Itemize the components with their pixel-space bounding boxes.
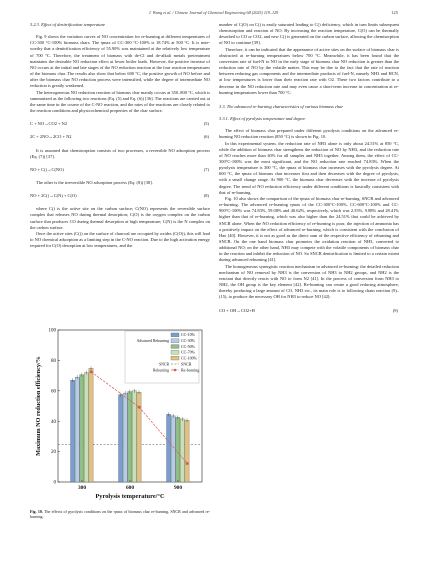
equation-9 <box>219 308 399 314</box>
y-tick-label: 100 <box>48 328 56 334</box>
equation-number: (7) <box>203 166 209 172</box>
caption-label: Fig. 10. <box>30 509 43 514</box>
y-tick-label: 80 <box>51 359 56 364</box>
legend-group-label: Advanced Reburning <box>136 339 169 343</box>
legend-swatch <box>171 333 179 337</box>
chart-bar <box>84 373 88 482</box>
x-tick-label: 600 <box>125 485 135 491</box>
equation-expression: NO + C()→C(NO) <box>30 166 64 172</box>
subsection-heading: 3.3.1. Effect of pyrolysis temperature and degree <box>219 116 306 122</box>
equation-number: (8) <box>203 193 209 199</box>
paragraph: The heterogeneous NO reduction reaction of biomass char mainly occurs at 350–800 °C, which is summarized as the following two reactions (Eq. (5) and Eq. (6)) [36]. The reactions are carried out at the same time in the course of the C-NO reaction, and the rates of the reactions are closely related to the reaction conditions and physicochemical properties of the char surface. <box>30 89 210 114</box>
chart-bar <box>171 416 175 482</box>
legend-swatch <box>171 345 179 349</box>
y-tick-label: 20 <box>51 450 56 456</box>
equation-number: (6) <box>203 134 209 140</box>
chart-bar <box>119 395 123 482</box>
legend-label: CC-30% <box>181 338 195 343</box>
left-column <box>30 22 210 249</box>
equation-expression: NO + 2C()→C(N) + C(O) <box>30 193 77 199</box>
paragraph: where C() is the active site on the carbon surface; C(NO) represents the reversible surface complex that releases NO during thermal desorption; C(O) is the oxygen complex on the carbon surface that produces CO during thermal desorption at high temperature; C(N) is the N complex on the carbon surface. <box>30 206 210 230</box>
legend-swatch <box>171 356 179 360</box>
legend-swatch <box>171 350 179 354</box>
paragraph: The effect of biomass char prepared under different pyrolysis conditions on the advanced re-burning NO reduction reaction (850 °C) is shown in Fig. 10. <box>219 128 399 140</box>
legend-label: CC-70% <box>181 349 195 355</box>
right-column <box>219 22 399 321</box>
legend-group-label: SNCR <box>159 362 169 367</box>
equation-expression: 2C + 2NO→2CO + N2 <box>30 134 72 140</box>
legend-group-label: Reburning <box>152 368 169 373</box>
chart-bar <box>123 393 127 482</box>
legend-swatch <box>171 339 179 343</box>
equation-expression: C + NO→CO2 + N2 <box>30 121 68 127</box>
chart-bar <box>185 420 189 482</box>
reburning-point <box>90 370 93 373</box>
legend-label: CC-50% <box>181 343 195 349</box>
equation-8 <box>30 193 210 199</box>
chart-bar <box>132 391 136 482</box>
chart-bar <box>128 392 132 482</box>
chart-bar <box>75 377 79 482</box>
chart-bar <box>176 417 180 482</box>
equation-6 <box>30 134 210 140</box>
equation-7 <box>30 167 210 173</box>
chart-bar <box>180 419 184 482</box>
chart-bar <box>71 380 75 482</box>
paragraph: Fig. 9 shows the variation curves of NO concentration for re-burning at different temperatures of CC-300 °C-100% biomass chars. The ηmax of CC-300 °C-100% is 18.74% at 500 °C. It is note-worthy that a denitrification efficiency of 55.90% was maintained at the relatively low temperature of 700 °C. Therefore, the treatment of biomass with de-Cl and de-alkali metals pretreatment maintains the desirable NO reduction effect at lower boiler loads. However, the positive increase of NO occurs at the initial and late stages of the NO reduction reaction at the four reaction temperatures of the biomass char. The results also show that below 600 °C, the positive growth of NO before and after the biomass char NO reduction process were intensified, while the degree of intermediate NO reduction is greatly weakened. <box>30 34 210 89</box>
reburning-point <box>186 462 189 465</box>
figure-caption <box>30 509 210 520</box>
figure-10 <box>30 322 210 507</box>
paragraph: The homogeneous synergistic reaction mechanism in advanced re-burning: the detailed reduction mechanism of NO removal by NH3 is the conversion of NH3 to NH2 groups, and NH2 is the reactant that directly reacts with NO to form N2 [41]. In the process of conversion from NH3 to NH2, the OH group is the key element [42]. Re-burning can create a good reducing atmosphere, thereby producing a large amount of CO, NH3 etc., its main role is to following chain reaction (9)–(15), to produce the necessary OH for NH3 to reduce NO [42]: <box>219 263 399 300</box>
chart-bar <box>80 375 84 482</box>
equation-expression: CO + OH→CO2+H <box>219 307 255 313</box>
paragraph: The other is the irreversible NO adsorption process (Eq. (8)) [38]. <box>36 179 153 185</box>
section-heading: 3.3. The advanced re-burning characteristics of various biomass char <box>219 103 344 109</box>
section-heading: 3.2.3. Effect of denitrification temperature <box>30 22 106 27</box>
chart-bar <box>167 414 171 482</box>
legend-label: Re-burning <box>181 367 200 373</box>
reburning-point <box>138 406 141 409</box>
y-tick-label: 0 <box>53 480 56 486</box>
legend-label: CC-100% <box>181 355 197 361</box>
paragraph: Fig. 10 also shows the comparison of the ηmax of biomass char re-burning, SNCR and advanced re-burning. The advanced re-burning ηmax of the CC-300°C-100%, CC-600°C-100% and CC-900°C-100% was 74.83%, 59.08% and 40.62%, respectively, which was 2.35%, 9.88% and 28.41% higher than that of re-burning, which was also higher than the 24.51% that could be achieved by SNCR alone. When the NO reduction efficiency of re-burning is poor, the injection of ammonia has a positively impact on the effect of advanced re-burning, which is consistent with the conclusion of Hao [40]. However, it is not as good as the direct sum of the respective efficiency of reburning and SNCR. On the one hand biomass char promotes the oxidation reaction of NH3, converted to additional NO; on the other hand, NH3 may compete with the volatile components of biomass char in the reaction and inhibit the reduction of NO. So SNCR denitrification is limited to a certain extent during advanced reburning [41]. <box>219 195 399 263</box>
running-head: J. Wang et al. / Chinese Journal of Chemical Engineering 68 (2025) 119–129 <box>148 10 279 15</box>
equation-number: (5) <box>203 121 209 127</box>
y-tick-label: 40 <box>51 419 56 425</box>
y-axis-label: Maximum NO reduction efficiency/% <box>35 356 42 456</box>
y-tick-label: 60 <box>51 389 56 395</box>
x-axis-label: Pyrolysis temperature/°C <box>95 493 165 500</box>
chart-bar <box>89 368 93 482</box>
x-tick-label: 300 <box>77 485 87 491</box>
x-tick-label: 900 <box>173 485 183 491</box>
legend-label: CC-10% <box>181 332 195 338</box>
paragraph: number of C(O) on C() is easily saturated leading to C() deficiency, which in turn limits subsequent chemisorption and reaction of NO. By increasing the reaction temperature, C(O) can be thermally desorbed to CO or CO2, and new C() is generated on the carbon surface, allowing the chemisorption of NO to continue [39]. <box>219 22 399 46</box>
equation-number: (9) <box>392 307 398 313</box>
bar-chart <box>30 322 210 507</box>
page-number: 125 <box>391 10 398 15</box>
paragraph: It is assumed that chemisorption consists of two processes, a reversible NO adsorption process (Eq. (7)) [37]. <box>30 147 210 159</box>
caption-text: The effects of pyrolysis conditions on the ηmax of biomass char re-burning, SNCR and advanced re-burning. <box>30 509 210 520</box>
legend-swatch <box>174 369 177 372</box>
paragraph: Therefore, it can be indicated that the appearance of active sites on the surface of biomass char is obstructed at re-burning temperatures below 700 °C. Meanwhile, it has been found that the conversion rate of fuel-N to NO in the early stage of biomass char NO reduction is greater than the reduction rate of NO by the volatile matter. This may be due to the fact that the rate of reaction between reducing gas components and the intermediate products of fuel-N, namely NH3 and HCN, at low temperatures is lower than their reaction rate with O2. These two factors contribute to a decrease in the NO reduction rate and may even cause a short-term increase in concentration at re-burning temperatures lower than 700 °C. <box>219 46 399 95</box>
legend-label: SNCR <box>181 361 192 367</box>
paragraph: Once the active sites (C()) on the surface of charcoal are occupied by oxides (C(O)), this will lead to NO chemical adsorption as a limiting step in the C-NO reaction. Due to the high activation energy required for C(O) desorption at low temperatures, and the <box>30 230 210 249</box>
equation-5 <box>30 121 210 127</box>
paragraph: In this experimental system, the reduction rate of NH3 alone is only about 24.51% at 850 °C, while the addition of biomass char strengthens the reduction of NO by NH3, and the reduction rate of NO reaches more than 40% for all samples and NH3 together. Among them, the effect of CC-300°C-100% was the most significant, and the NO reduction rate reached 74.83%. When the pyrolysis temperature is 300 °C, the ηmax of biomass char increases with the pyrolysis degree. At 600 °C, the ηmax of biomass char increases first and then decreases with the degree of pyrolysis, with a small change range. At 900 °C, the biomass char decreases with the increase of pyrolysis degree. The trend of NO reduction efficiency under different conditions is basically consistent with that of re-burning. <box>219 140 399 195</box>
